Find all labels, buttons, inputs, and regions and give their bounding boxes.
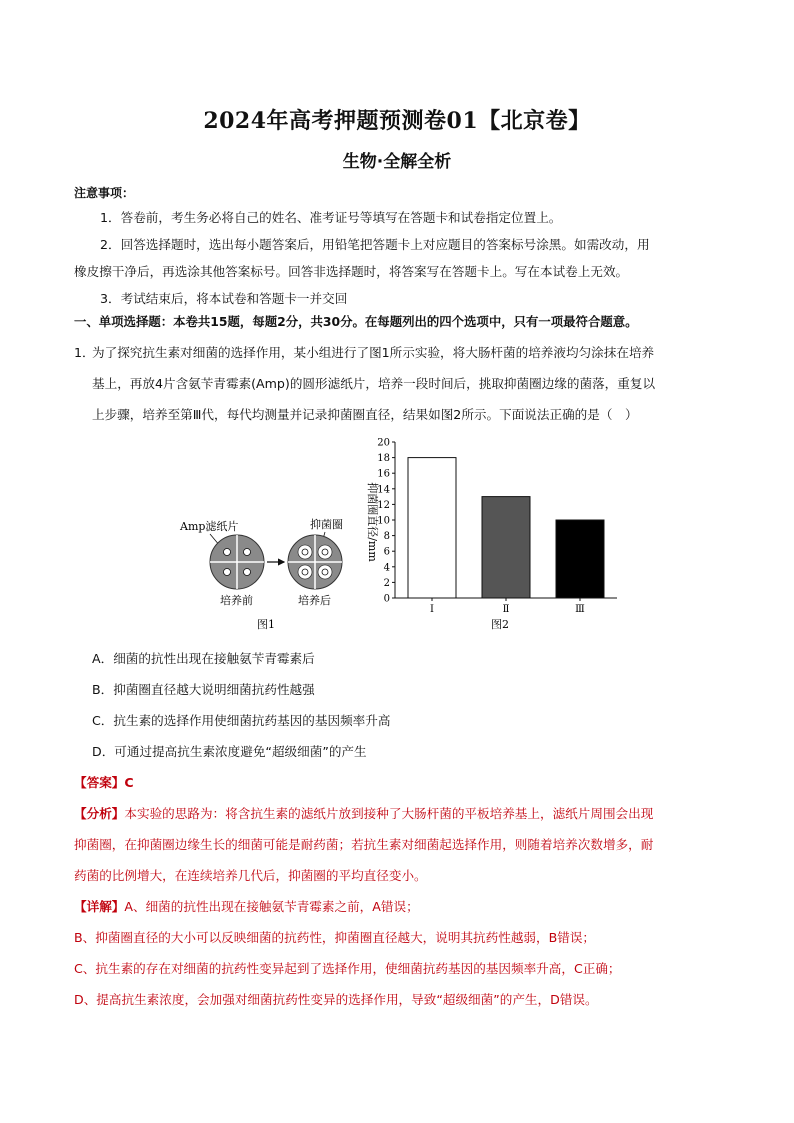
option-d: D．可通过提高抗生素浓度避免“超级细菌”的产生 <box>92 744 367 759</box>
question-1-line-2: 基上，再放4片含氨苄青霉素(Amp)的圆形滤纸片，培养一段时间后，挑取抑菌圈边缘的菌落，重复以 <box>92 376 656 391</box>
bar-3 <box>556 520 604 598</box>
y-tick-label: 2 <box>383 577 390 589</box>
y-tick-label: 12 <box>377 499 390 511</box>
notice-item-2: 2．回答选择题时，选出每小题答案后，用铅笔把答题卡上对应题目的答案标号涂黑。如需改动，用 <box>100 237 650 252</box>
fig1-label-before: 培养前 <box>220 594 253 607</box>
notice-item-2-cont: 橡皮擦干净后，再选涂其他答案标号。回答非选择题时，将答案写在答题卡上。写在本试卷上无效。 <box>74 264 629 279</box>
analysis-line-1 <box>74 803 653 822</box>
fig1-label-after: 培养后 <box>298 594 331 607</box>
detail-line-2: B、抑菌圈直径的大小可以反映细菌的抗药性，抑菌圈直径越大，说明其抗药性越弱，B错误； <box>74 930 596 945</box>
fig2-caption: 图2 <box>491 618 509 631</box>
dish-after <box>288 535 342 589</box>
x-tick-label: Ⅰ <box>430 604 434 615</box>
notice-item-3: 3．考试结束后，将本试卷和答题卡一并交回 <box>100 291 348 306</box>
detail-line-1 <box>74 896 419 915</box>
page-title: 2024年高考押题预测卷01【北京卷】 <box>203 108 591 134</box>
analysis-line-3: 药菌的比例增大，在连续培养几代后，抑菌圈的平均直径变小。 <box>74 868 427 883</box>
detail-line-3: C、抗生素的存在对细菌的抗药性变异起到了选择作用，使细菌抗药基因的基因频率升高，C正确； <box>74 961 621 976</box>
analysis-text-1: 本实验的思路为：将含抗生素的滤纸片放到接种了大肠杆菌的平板培养基上，滤纸片周围会出现 <box>124 806 654 821</box>
y-tick-label: 0 <box>383 593 390 605</box>
answer-line <box>74 772 134 791</box>
detail-line-4: D、提高抗生素浓度，会加强对细菌抗药性变异的选择作用，导致“超级细菌”的产生，D错误。 <box>74 992 598 1007</box>
y-tick-label: 18 <box>377 453 390 465</box>
x-tick-label: Ⅲ <box>575 604 585 615</box>
question-1-line-1: 为了探究抗生素对细菌的选择作用，某小组进行了图1所示实验，将大肠杆菌的培养液均匀涂抹在培养 <box>92 345 655 360</box>
answer-value: C <box>124 775 134 790</box>
analysis-line-2: 抑菌圈，在抑菌圈边缘生长的细菌可能是耐药菌；若抗生素对细菌起选择作用，则随着培养次数增多，耐 <box>74 837 654 852</box>
figure-1 <box>170 510 360 635</box>
y-tick-label: 16 <box>377 468 390 480</box>
question-1-number: 1． <box>74 345 95 360</box>
figure-2-chart <box>355 432 635 637</box>
dish-before <box>210 535 264 589</box>
option-c: C．抗生素的选择作用使细菌抗药基因的基因频率升高 <box>92 713 391 728</box>
bar-1 <box>408 458 456 598</box>
bar-2 <box>482 497 530 598</box>
y-tick-label: 10 <box>377 515 390 527</box>
y-tick-label: 14 <box>377 484 390 496</box>
y-tick-label: 8 <box>383 531 390 543</box>
answer-tag: 【答案】 <box>74 775 125 790</box>
option-b: B．抑菌圈直径越大说明细菌抗药性越强 <box>92 682 315 697</box>
page-subtitle: 生物·全解全析 <box>342 152 452 172</box>
fig1-label-zone: 抑菌圈 <box>310 518 343 531</box>
notice-item-1: 1．答卷前，考生务必将自己的姓名、准考证号等填写在答题卡和试卷指定位置上。 <box>100 210 562 225</box>
fig1-caption: 图1 <box>257 618 275 631</box>
y-tick-label: 20 <box>377 437 390 449</box>
y-tick-label: 6 <box>383 546 390 558</box>
detail-text-1: A、细菌的抗性出现在接触氨苄青霉素之前，A错误； <box>124 899 419 914</box>
x-tick-label: Ⅱ <box>502 604 510 615</box>
detail-tag: 【详解】 <box>74 899 125 914</box>
option-a: A．细菌的抗性出现在接触氨苄青霉素后 <box>92 651 315 666</box>
notice-title: 注意事项： <box>74 186 135 200</box>
section-heading: 一、单项选择题：本卷共15题，每题2分，共30分。在每题列出的四个选项中，只有一项最符合题意。 <box>74 314 638 329</box>
fig1-label-filter: Amp滤纸片 <box>180 520 239 533</box>
y-tick-label: 4 <box>383 562 390 574</box>
question-1-line-3: 上步骤，培养至第Ⅲ代，每代均测量并记录抑菌圈直径，结果如图2所示。下面说法正确的是（ ） <box>92 407 638 422</box>
chart-ylabel: 抑菌圈直径/mm <box>366 482 379 562</box>
analysis-tag: 【分析】 <box>74 806 125 821</box>
